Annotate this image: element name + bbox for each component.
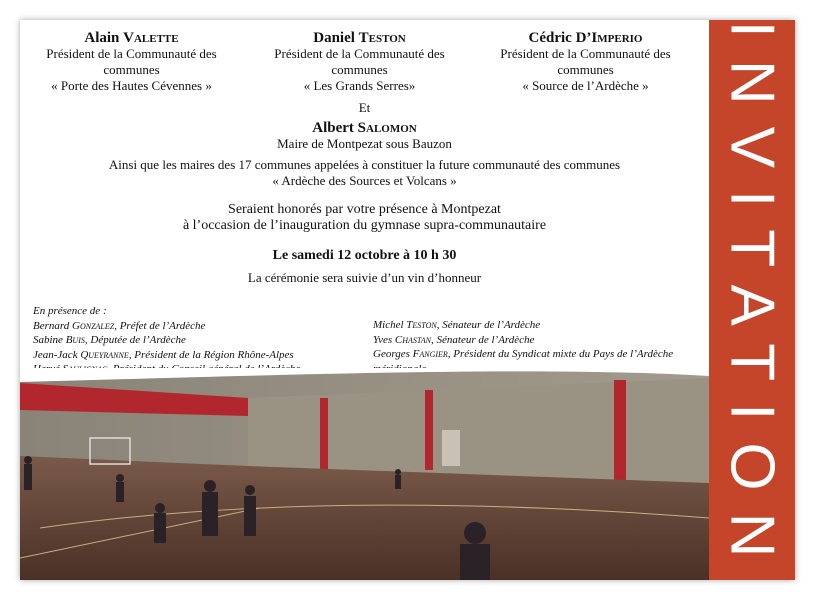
mayors-block [20,157,709,189]
host-name: Daniel Teston [313,30,406,46]
host-1 [24,30,239,94]
host-community: « Porte des Hautes Cévennes » [51,78,212,93]
mayor-block [20,120,709,152]
host-name: Alain Valette [84,30,179,46]
host-community: « Source de l’Ardèche » [522,78,649,93]
host-2 [252,30,467,94]
honor-occasion: à l’occasion de l’inauguration du gymnase supra-communautaire [182,218,547,233]
host-title: Président de la Communauté des communes [274,46,445,77]
et-connector: Et [358,100,371,115]
presence-item: Bernard Gonzalez, Préfet de l’Ardèche [33,319,206,332]
gymnasium-photo [20,368,709,580]
mayor-title: Maire de Montpezat sous Bauzon [277,136,452,151]
presence-heading: En présence de : [33,305,107,317]
presence-left [33,304,373,377]
host-name: Cédric D’Imperio [528,30,643,46]
mayor-name: Albert Salomon [312,120,417,136]
honor-block [20,202,709,234]
invitation-banner [709,20,795,580]
invitation-title: INVITATION [717,20,787,580]
mayors-community: « Ardèche des Sources et Volcans » [272,173,457,188]
host-3 [478,30,693,94]
presence-item: Sabine Buis, Députée de l’Ardèche [33,334,186,346]
honor-line: Seraient honorés par votre présence à Montpezat [228,202,501,217]
invitation-card [20,20,795,580]
mayors-line: Ainsi que les maires des 17 communes appelées à constituer la future communauté des communes [108,157,621,172]
event-date: Le samedi 12 octobre à 10 h 30 [272,248,457,263]
host-title: Président de la Communauté des communes [500,46,671,77]
host-community: « Les Grands Serres» [303,78,416,93]
presence-item: Michel Teston, Sénateur de l’Ardèche [373,319,541,331]
presence-item: Jean-Jack Queyranne, Président de la Région Rhône-Alpes [33,348,294,361]
host-title: Président de la Communauté des communes [46,46,217,77]
presence-item: Georges Fangier, Président du Syndicat mixte du Pays de l’Ardèche [373,348,674,360]
reception-note: La cérémonie sera suivie d’un vin d’honneur [247,270,482,285]
presence-item: Yves Chastan, Sénateur de l’Ardèche [373,333,535,346]
